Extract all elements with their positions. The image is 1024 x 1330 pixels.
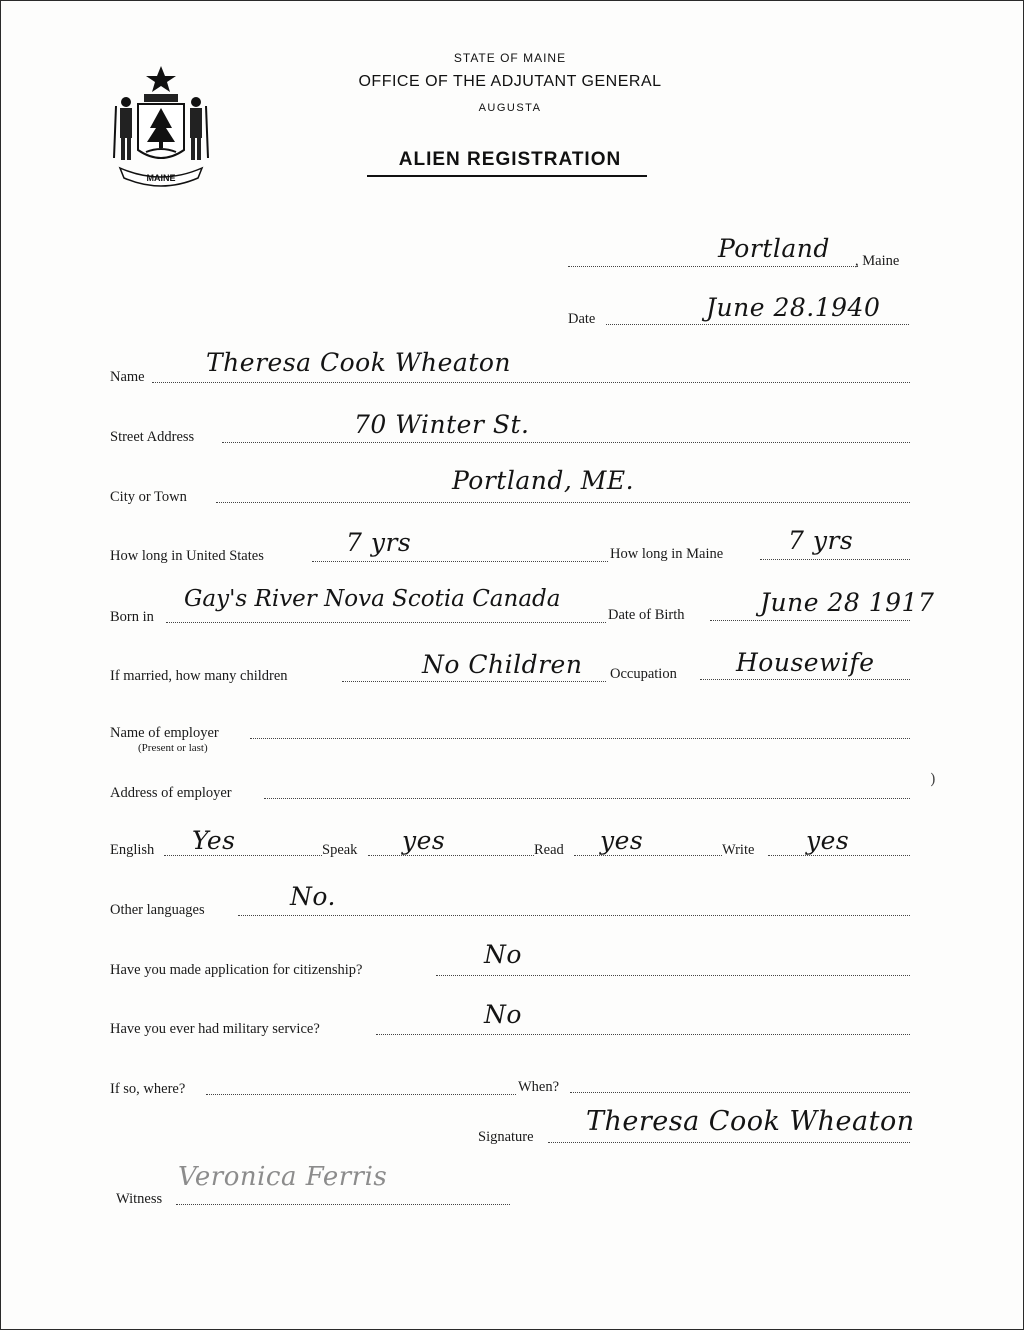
name-line (152, 382, 910, 383)
street-address-value: 70 Winter St. (354, 410, 530, 439)
born-in-value: Gay's River Nova Scotia Canada (184, 586, 561, 612)
witness-value: Veronica Ferris (178, 1162, 388, 1192)
write-line (768, 855, 910, 856)
witness-line (176, 1204, 510, 1205)
other-languages-line (238, 915, 910, 916)
street-address-label: Street Address (110, 429, 195, 445)
english-line (164, 855, 322, 856)
signature-label: Signature (478, 1129, 534, 1145)
employer-name-label: Name of employer (110, 725, 219, 741)
read-label: Read (534, 842, 564, 858)
how-long-maine-label: How long in Maine (610, 546, 724, 562)
city-value: Portland, ME. (452, 466, 635, 495)
born-in-label: Born in (110, 609, 154, 625)
margin-mark: ) (930, 770, 936, 788)
occupation-label: Occupation (610, 666, 677, 682)
employer-name-line (250, 738, 910, 739)
date-value: June 28.1940 (706, 293, 881, 322)
english-label: English (110, 842, 155, 858)
name-label: Name (110, 369, 145, 385)
citizenship-value: No (484, 940, 522, 969)
children-value: No Children (422, 650, 583, 679)
citizenship-label: Have you made application for citizenship? (110, 962, 363, 978)
city-line (216, 502, 910, 503)
header-office: OFFICE OF THE ADJUTANT GENERAL (358, 73, 662, 90)
if-so-where-line (206, 1094, 516, 1095)
how-long-us-value: 7 yrs (346, 528, 412, 557)
how-long-us-line (312, 561, 608, 562)
how-long-us-label: How long in United States (110, 548, 264, 564)
date-label: Date (568, 311, 596, 327)
street-address-line (222, 442, 910, 443)
military-line (376, 1034, 910, 1035)
seal-ribbon-text: MAINE (146, 173, 176, 183)
english-value: Yes (192, 826, 236, 855)
title-underline (367, 175, 647, 177)
occupation-line (700, 679, 910, 680)
header-city: AUGUSTA (478, 102, 542, 114)
military-label: Have you ever had military service? (110, 1021, 320, 1037)
city-label: City or Town (110, 489, 187, 505)
read-value: yes (600, 826, 644, 855)
children-line (342, 681, 606, 682)
header-state: STATE OF MAINE (453, 51, 567, 65)
other-languages-label: Other languages (110, 902, 205, 918)
signature-line (548, 1142, 910, 1143)
employer-address-label: Address of employer (110, 785, 232, 801)
witness-label: Witness (116, 1191, 163, 1207)
signature-value: Theresa Cook Wheaton (586, 1106, 915, 1137)
other-languages-value: No. (290, 882, 336, 911)
citizenship-line (436, 975, 910, 976)
speak-label: Speak (322, 842, 358, 858)
born-in-line (166, 622, 606, 623)
how-long-maine-value: 7 yrs (788, 526, 854, 555)
when-line (570, 1092, 910, 1093)
date-of-birth-value: June 28 1917 (760, 588, 935, 617)
military-value: No (484, 1000, 522, 1029)
maine-label: , Maine (855, 253, 900, 269)
read-line (574, 855, 722, 856)
if-so-where-label: If so, where? (110, 1081, 186, 1097)
children-label: If married, how many children (110, 668, 288, 684)
when-label: When? (518, 1079, 560, 1095)
employer-note: (Present or last) (138, 742, 208, 754)
speak-value: yes (402, 826, 446, 855)
town-line (568, 266, 858, 267)
write-label: Write (722, 842, 755, 858)
maine-state-seal-icon (106, 62, 216, 192)
how-long-maine-line (760, 559, 910, 560)
town-value: Portland (718, 234, 830, 263)
write-value: yes (806, 826, 850, 855)
employer-address-line (264, 798, 910, 799)
date-line (606, 324, 909, 325)
form-title: ALIEN REGISTRATION (398, 149, 622, 170)
name-value: Theresa Cook Wheaton (206, 348, 512, 377)
occupation-value: Housewife (736, 648, 875, 677)
date-of-birth-line (710, 620, 910, 621)
date-of-birth-label: Date of Birth (608, 607, 685, 623)
speak-line (368, 855, 534, 856)
